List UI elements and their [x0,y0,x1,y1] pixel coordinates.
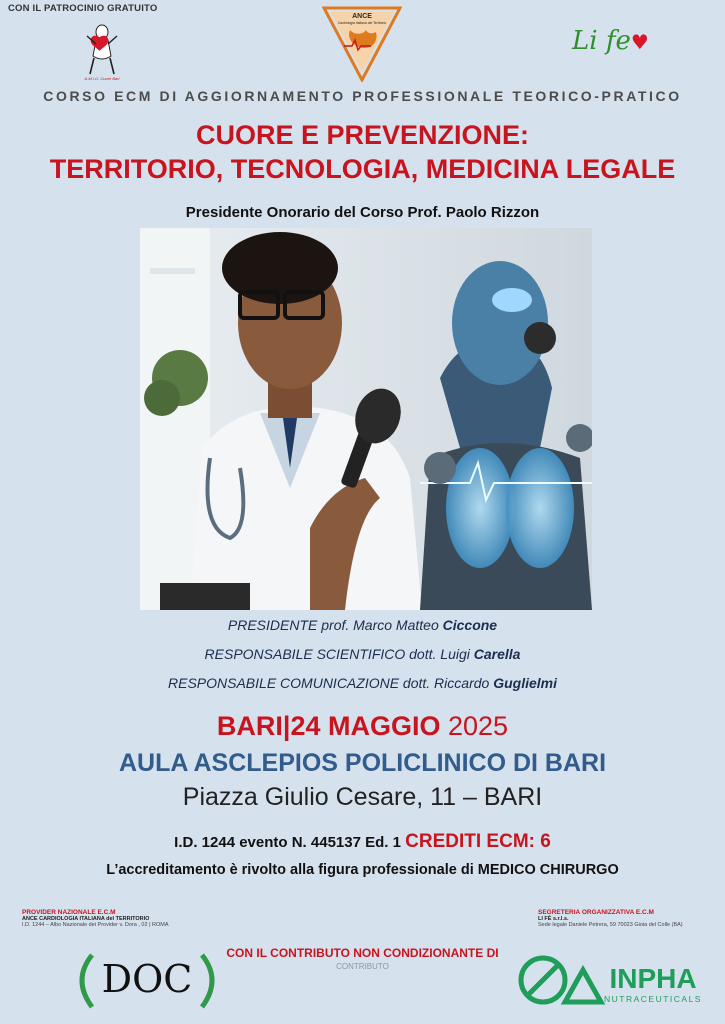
svg-text:A.M.I.O. Cuore Bari: A.M.I.O. Cuore Bari [84,76,120,81]
staff-communication-lead: RESPONSABILE COMUNICAZIONE dott. Riccardo Guglielmi [168,675,557,691]
event-date: BARI|24 MAGGIO 2025 [216,711,509,741]
svg-text:ANCE: ANCE [352,13,372,20]
sponsor-heading: CON IL CONTRIBUTO NON CONDIZIONANTE DI [226,946,499,960]
provider-block [22,909,169,928]
segreteria-detail: Sede legale Daniele Petrera, 59 70023 Gioia del Colle (BA) [538,922,683,928]
svg-text:NUTRACEUTICALS: NUTRACEUTICALS [604,994,702,1004]
accreditation-note: L’accreditamento è rivolto alla figura professionale di MEDICO CHIRURGO [106,862,619,878]
event-id-credits: I.D. 1244 evento N. 445137 Ed. 1 CREDITI ECM: 6 [174,831,551,852]
amio-cuore-logo [82,24,122,82]
credits-ecm: CREDITI ECM: 6 [405,831,551,852]
course-type-heading: CORSO ECM DI AGGIORNAMENTO PROFESSIONALE TEORICO-PRATICO [43,88,682,104]
heart-icon: ♥ [630,30,649,54]
ance-logo [322,6,402,82]
sponsor-faint-label: CONTRIBUTO [336,962,389,971]
staff-president: PRESIDENTE prof. Marco Matteo Ciccone [227,617,498,633]
event-venue: AULA ASCLEPIOS POLICLINICO DI BARI [118,749,607,777]
doctor-robot-illustration [140,228,592,610]
svg-text:DOC: DOC [101,957,193,1001]
svg-text:INPHA: INPHA [609,963,697,994]
segreteria-heading: SEGRETERIA ORGANIZZATIVA E.C.M [538,909,654,916]
segreteria-block [538,909,683,928]
life-logo: Li fe♥ [572,26,649,56]
provider-name: ANCE CARDIOLOGIA ITALIANA del TERRITORIO [22,916,150,922]
inpha-logo [515,950,705,1010]
provider-heading: PROVIDER NAZIONALE E.C.M [22,909,116,916]
svg-text:Cardiologia Italiana del Terri: Cardiologia Italiana del Territorio [337,21,387,25]
provider-detail: I.D. 1244 – Albo Nazionale dei Provider v. Dora , 02 | ROMA [22,922,169,928]
event-address: Piazza Giulio Cesare, 11 – BARI [182,783,543,811]
doc-logo [72,945,222,1015]
honorary-president: Presidente Onorario del Corso Prof. Paolo Rizzon [185,204,540,221]
staff-scientific-lead: RESPONSABILE SCIENTIFICO dott. Luigi Carella [204,646,521,662]
title-line-2: TERRITORIO, TECNOLOGIA, MEDICINA LEGALE [49,154,676,184]
segreteria-name: LI FÈ s.r.l.s. [538,916,569,922]
patrocinio-label: CON IL PATROCINIO GRATUITO [8,3,158,14]
title-line-1: CUORE E PREVENZIONE: [195,120,530,150]
